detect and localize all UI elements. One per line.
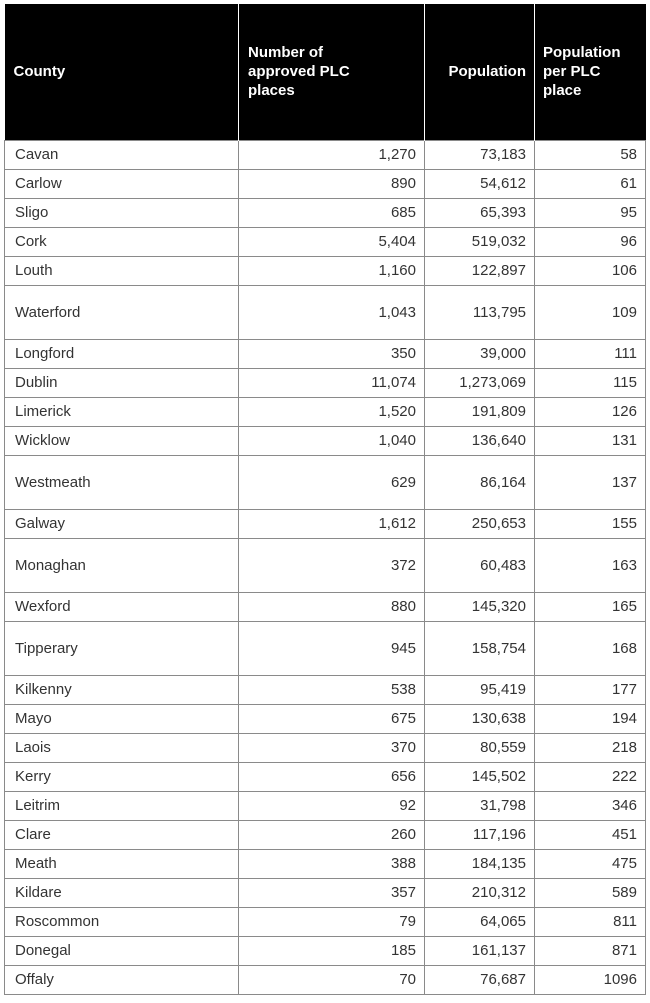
table-row	[5, 285, 646, 339]
table-row	[5, 455, 646, 509]
approved-places-cell: 388	[239, 849, 425, 878]
table-row	[5, 426, 646, 455]
county-cell: Carlow	[5, 169, 239, 198]
header-population: Population	[425, 4, 535, 140]
population-cell: 117,196	[425, 820, 535, 849]
header-row	[5, 4, 646, 140]
population-per-place-cell: 131	[535, 426, 646, 455]
approved-places-cell: 357	[239, 878, 425, 907]
population-per-place-cell: 155	[535, 509, 646, 538]
approved-places-cell: 92	[239, 791, 425, 820]
population-per-place-cell: 111	[535, 339, 646, 368]
approved-places-cell: 675	[239, 704, 425, 733]
table-row	[5, 791, 646, 820]
approved-places-cell: 5,404	[239, 227, 425, 256]
table-body	[5, 140, 646, 994]
county-cell: Tipperary	[5, 621, 239, 675]
table-row	[5, 169, 646, 198]
table-header	[5, 4, 646, 140]
population-cell: 161,137	[425, 936, 535, 965]
table-row	[5, 538, 646, 592]
county-cell: Clare	[5, 820, 239, 849]
county-cell: Wexford	[5, 592, 239, 621]
population-per-place-cell: 61	[535, 169, 646, 198]
table-row	[5, 820, 646, 849]
county-cell: Wicklow	[5, 426, 239, 455]
population-cell: 158,754	[425, 621, 535, 675]
county-cell: Galway	[5, 509, 239, 538]
county-cell: Kildare	[5, 878, 239, 907]
approved-places-cell: 11,074	[239, 368, 425, 397]
population-cell: 54,612	[425, 169, 535, 198]
county-cell: Monaghan	[5, 538, 239, 592]
header-approved-places: Number of approved PLC places	[239, 4, 425, 140]
table-row	[5, 675, 646, 704]
population-cell: 95,419	[425, 675, 535, 704]
approved-places-cell: 1,612	[239, 509, 425, 538]
population-cell: 65,393	[425, 198, 535, 227]
population-cell: 145,320	[425, 592, 535, 621]
approved-places-cell: 685	[239, 198, 425, 227]
approved-places-cell: 185	[239, 936, 425, 965]
approved-places-cell: 1,043	[239, 285, 425, 339]
county-cell: Kilkenny	[5, 675, 239, 704]
population-per-place-cell: 109	[535, 285, 646, 339]
header-county: County	[5, 4, 239, 140]
population-per-place-cell: 126	[535, 397, 646, 426]
population-per-place-cell: 475	[535, 849, 646, 878]
approved-places-cell: 1,040	[239, 426, 425, 455]
table-row	[5, 509, 646, 538]
population-per-place-cell: 137	[535, 455, 646, 509]
table-row	[5, 397, 646, 426]
population-per-place-cell: 106	[535, 256, 646, 285]
county-cell: Mayo	[5, 704, 239, 733]
population-cell: 64,065	[425, 907, 535, 936]
population-cell: 1,273,069	[425, 368, 535, 397]
population-per-place-cell: 1096	[535, 965, 646, 994]
table-row	[5, 704, 646, 733]
table-row	[5, 256, 646, 285]
population-per-place-cell: 811	[535, 907, 646, 936]
population-per-place-cell: 218	[535, 733, 646, 762]
approved-places-cell: 1,520	[239, 397, 425, 426]
county-cell: Sligo	[5, 198, 239, 227]
population-cell: 191,809	[425, 397, 535, 426]
table-row	[5, 733, 646, 762]
population-per-place-cell: 451	[535, 820, 646, 849]
population-per-place-cell: 346	[535, 791, 646, 820]
county-cell: Dublin	[5, 368, 239, 397]
approved-places-cell: 372	[239, 538, 425, 592]
population-cell: 145,502	[425, 762, 535, 791]
county-cell: Donegal	[5, 936, 239, 965]
population-per-place-cell: 163	[535, 538, 646, 592]
county-cell: Louth	[5, 256, 239, 285]
population-per-place-cell: 96	[535, 227, 646, 256]
header-population-per-place: Population per PLC place	[535, 4, 646, 140]
table-row	[5, 198, 646, 227]
population-cell: 130,638	[425, 704, 535, 733]
population-cell: 60,483	[425, 538, 535, 592]
table-row	[5, 140, 646, 169]
population-cell: 31,798	[425, 791, 535, 820]
population-per-place-cell: 58	[535, 140, 646, 169]
table-row	[5, 849, 646, 878]
county-cell: Limerick	[5, 397, 239, 426]
approved-places-cell: 70	[239, 965, 425, 994]
county-cell: Cork	[5, 227, 239, 256]
table-row	[5, 965, 646, 994]
population-per-place-cell: 194	[535, 704, 646, 733]
population-cell: 80,559	[425, 733, 535, 762]
approved-places-cell: 629	[239, 455, 425, 509]
plc-places-table	[4, 4, 646, 995]
county-cell: Kerry	[5, 762, 239, 791]
approved-places-cell: 350	[239, 339, 425, 368]
table-row	[5, 907, 646, 936]
population-cell: 39,000	[425, 339, 535, 368]
population-cell: 519,032	[425, 227, 535, 256]
population-cell: 184,135	[425, 849, 535, 878]
approved-places-cell: 880	[239, 592, 425, 621]
county-cell: Longford	[5, 339, 239, 368]
table-row	[5, 227, 646, 256]
table-row	[5, 762, 646, 791]
table-row	[5, 621, 646, 675]
approved-places-cell: 1,270	[239, 140, 425, 169]
population-per-place-cell: 589	[535, 878, 646, 907]
population-per-place-cell: 177	[535, 675, 646, 704]
population-cell: 86,164	[425, 455, 535, 509]
approved-places-cell: 890	[239, 169, 425, 198]
population-per-place-cell: 871	[535, 936, 646, 965]
county-cell: Cavan	[5, 140, 239, 169]
population-per-place-cell: 115	[535, 368, 646, 397]
county-cell: Meath	[5, 849, 239, 878]
table-row	[5, 936, 646, 965]
approved-places-cell: 79	[239, 907, 425, 936]
approved-places-cell: 945	[239, 621, 425, 675]
county-cell: Roscommon	[5, 907, 239, 936]
county-cell: Leitrim	[5, 791, 239, 820]
population-per-place-cell: 168	[535, 621, 646, 675]
approved-places-cell: 260	[239, 820, 425, 849]
population-cell: 122,897	[425, 256, 535, 285]
approved-places-cell: 538	[239, 675, 425, 704]
plc-places-table-container	[4, 4, 645, 999]
approved-places-cell: 370	[239, 733, 425, 762]
county-cell: Westmeath	[5, 455, 239, 509]
table-row	[5, 339, 646, 368]
population-cell: 73,183	[425, 140, 535, 169]
population-per-place-cell: 165	[535, 592, 646, 621]
county-cell: Laois	[5, 733, 239, 762]
approved-places-cell: 656	[239, 762, 425, 791]
population-cell: 210,312	[425, 878, 535, 907]
table-row	[5, 368, 646, 397]
population-per-place-cell: 95	[535, 198, 646, 227]
table-row	[5, 878, 646, 907]
county-cell: Waterford	[5, 285, 239, 339]
population-cell: 113,795	[425, 285, 535, 339]
table-row	[5, 592, 646, 621]
population-per-place-cell: 222	[535, 762, 646, 791]
population-cell: 250,653	[425, 509, 535, 538]
population-cell: 136,640	[425, 426, 535, 455]
population-cell: 76,687	[425, 965, 535, 994]
approved-places-cell: 1,160	[239, 256, 425, 285]
county-cell: Offaly	[5, 965, 239, 994]
